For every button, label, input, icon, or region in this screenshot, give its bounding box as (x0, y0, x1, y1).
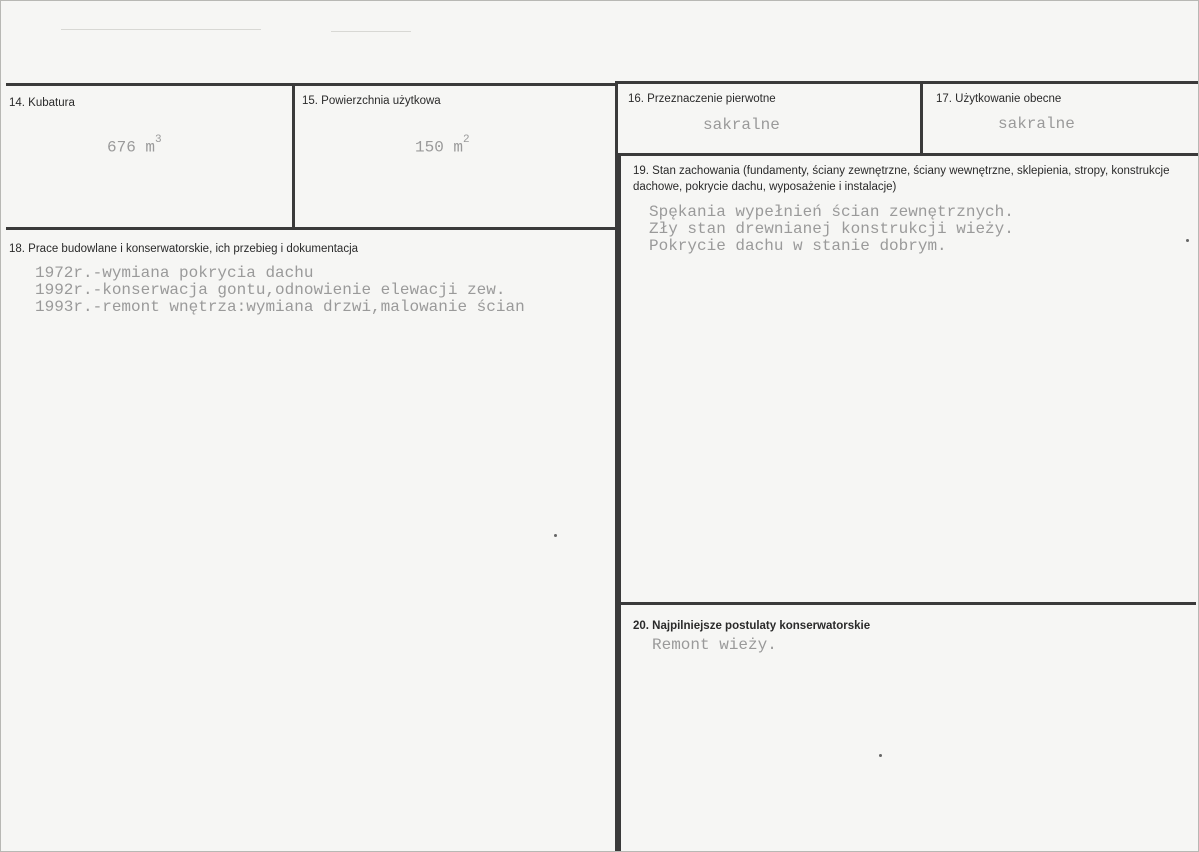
field-15-value: 150 $m^2$ (415, 134, 470, 157)
grid-line-top-left (6, 83, 616, 86)
field-18-line-1: 1972r.-wymiana pokrycia dachu (35, 264, 314, 282)
paper-speck (1186, 239, 1189, 242)
field-14-value: 676 $m^3$ (107, 134, 162, 157)
grid-line-row2-right (617, 153, 1199, 156)
field-18-line-2: 1992r.-konserwacja gontu,odnowienie elewacji zew. (35, 281, 506, 299)
field-19-line-3: Pokrycie dachu w stanie dobrym. (649, 237, 947, 255)
field-19-label: 19. Stan zachowania (fundamenty, ściany zewnętrzne, ściany wewnętrzne, sklepienia, stropy, konstrukcje dachowe, pokrycie dachu, wyposażenie i instalacje) (633, 165, 1170, 193)
field-15-label: 15. Powierzchnia użytkowa (302, 95, 441, 107)
grid-divider-16-17 (920, 81, 923, 155)
field-17-value: sakralne (998, 115, 1075, 133)
faint-mark (61, 29, 261, 30)
field-19-line-2: Zły stan drewnianej konstrukcji wieży. (649, 220, 1014, 238)
paper-speck (554, 534, 557, 537)
field-18-line-3: 1993r.-remont wnętrza:wymiana drzwi,malowanie ścian (35, 298, 525, 316)
field-16-value: sakralne (703, 116, 780, 134)
grid-line-row2-left (6, 227, 617, 230)
grid-line-top-right (616, 81, 1199, 84)
grid-line-row3-right (618, 602, 1196, 605)
grid-divider-right-inner (618, 153, 621, 852)
field-20-label: 20. Najpilniejsze postulaty konserwatorskie (633, 620, 871, 632)
grid-divider-14-15 (292, 83, 295, 230)
paper-speck (879, 754, 882, 757)
field-14-label: 14. Kubatura (9, 97, 75, 109)
faint-mark (331, 31, 411, 32)
field-20-line-1: Remont wieży. (652, 636, 777, 654)
field-16-label: 16. Przeznaczenie pierwotne (628, 93, 776, 105)
field-18-label: 18. Prace budowlane i konserwatorskie, ich przebieg i dokumentacja (9, 243, 359, 255)
field-17-label: 17. Użytkowanie obecne (936, 93, 1062, 105)
field-19-line-1: Spękania wypełnień ścian zewnętrznych. (649, 203, 1014, 221)
